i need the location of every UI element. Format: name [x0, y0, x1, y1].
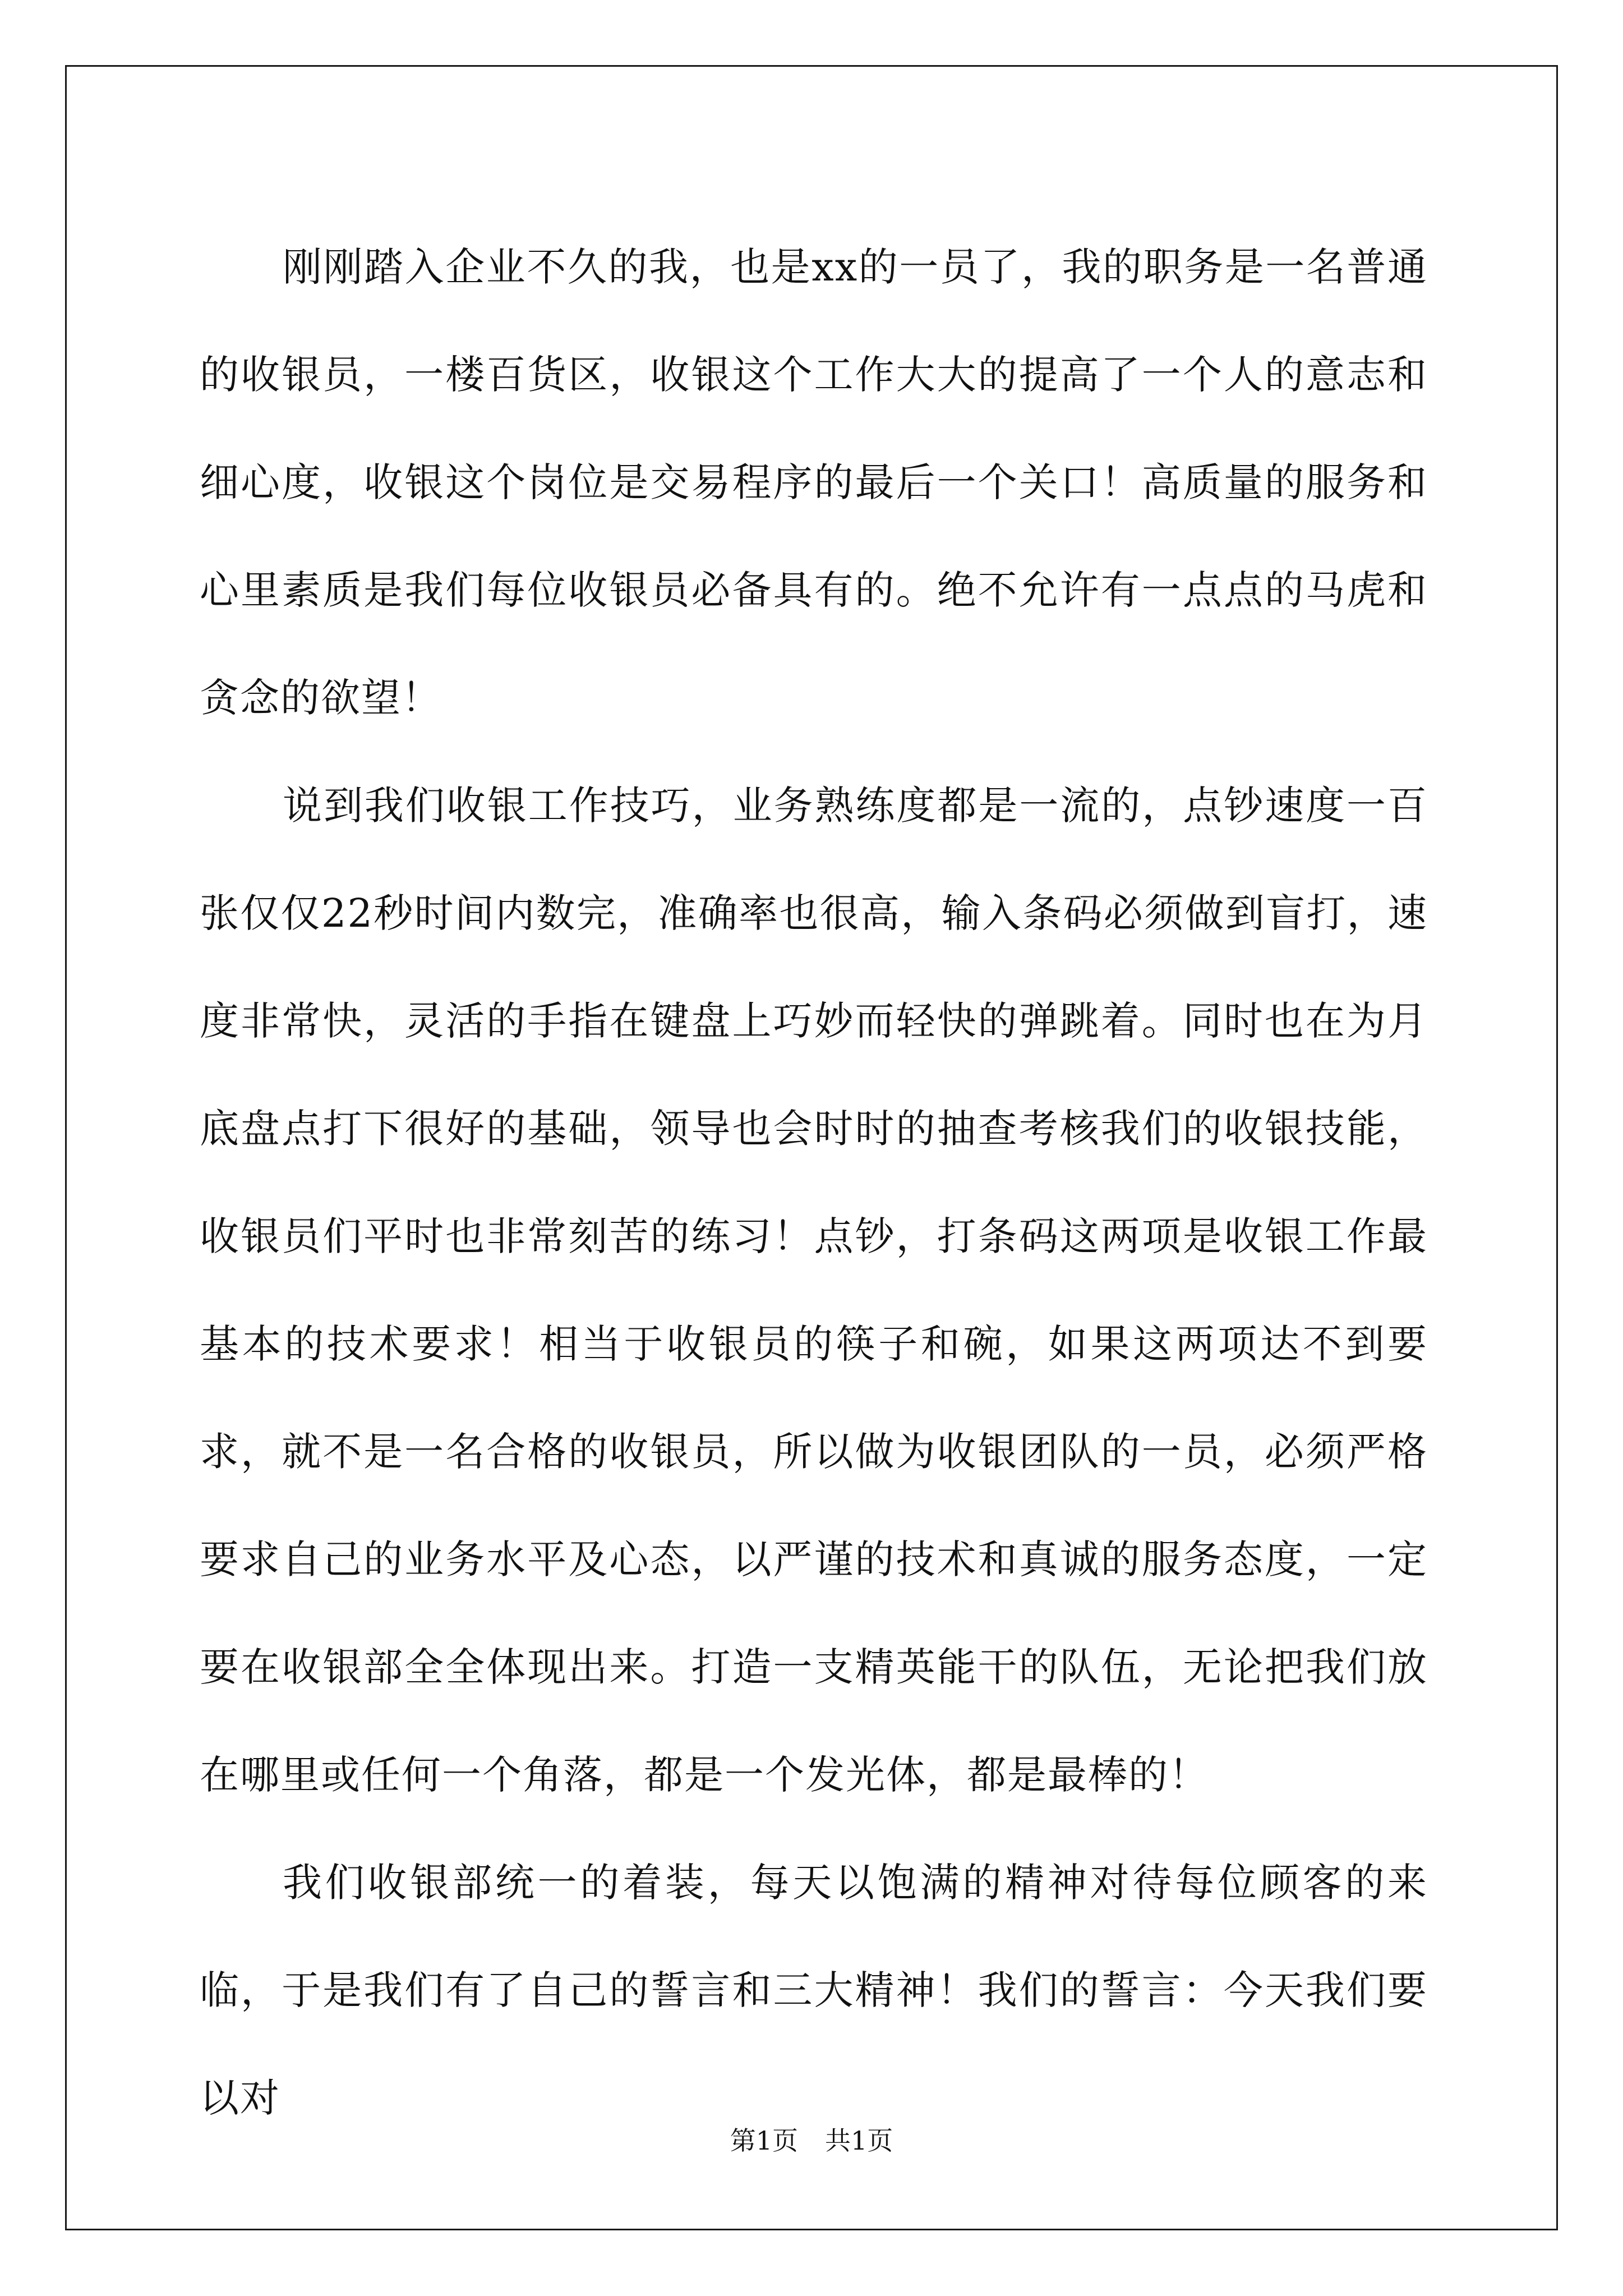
document-body: [200, 213, 1428, 2152]
page-footer: [0, 2124, 1623, 2157]
page-number: 第1页: [730, 2125, 798, 2156]
paragraph-3: 我们收银部统一的着装，每天以饱满的精神对待每位顾客的来临，于是我们有了自己的誓言和三大精神！我们的誓言：今天我们要以对: [200, 1860, 1428, 2121]
paragraph-2: 说到我们收银工作技巧，业务熟练度都是一流的，点钞速度一百张仅仅22秒时间内数完，准确率也很高，输入条码必须做到盲打，速度非常快，灵活的手指在键盘上巧妙而轻快的弹跳着。同时也在为月底盘点打下很好的基础，领导也会时时的抽查考核我们的收银技能，收银员们平时也非常刻苦的练习！点钞，打条码这两项是收银工作最基本的技术要求！相当于收银员的筷子和碗，如果这两项达不到要求，就不是一名合格的收银员，所以做为收银团队的一员，必须严格要求自己的业务水平及心态，以严谨的技术和真诚的服务态度，一定要在收银部全全体现出来。打造一支精英能干的队伍，无论把我们放在哪里或任何一个角落，都是一个发光体，都是最棒的！: [200, 783, 1428, 1798]
page-total: 共1页: [825, 2125, 893, 2156]
paragraph-1: 刚刚踏入企业不久的我，也是xx的一员了，我的职务是一名普通的收银员，一楼百货区，收银这个工作大大的提高了一个人的意志和细心度，收银这个岗位是交易程序的最后一个关口！高质量的服务和心里素质是我们每位收银员必备具有的。绝不允许有一点点的马虎和贪念的欲望！: [200, 244, 1428, 721]
